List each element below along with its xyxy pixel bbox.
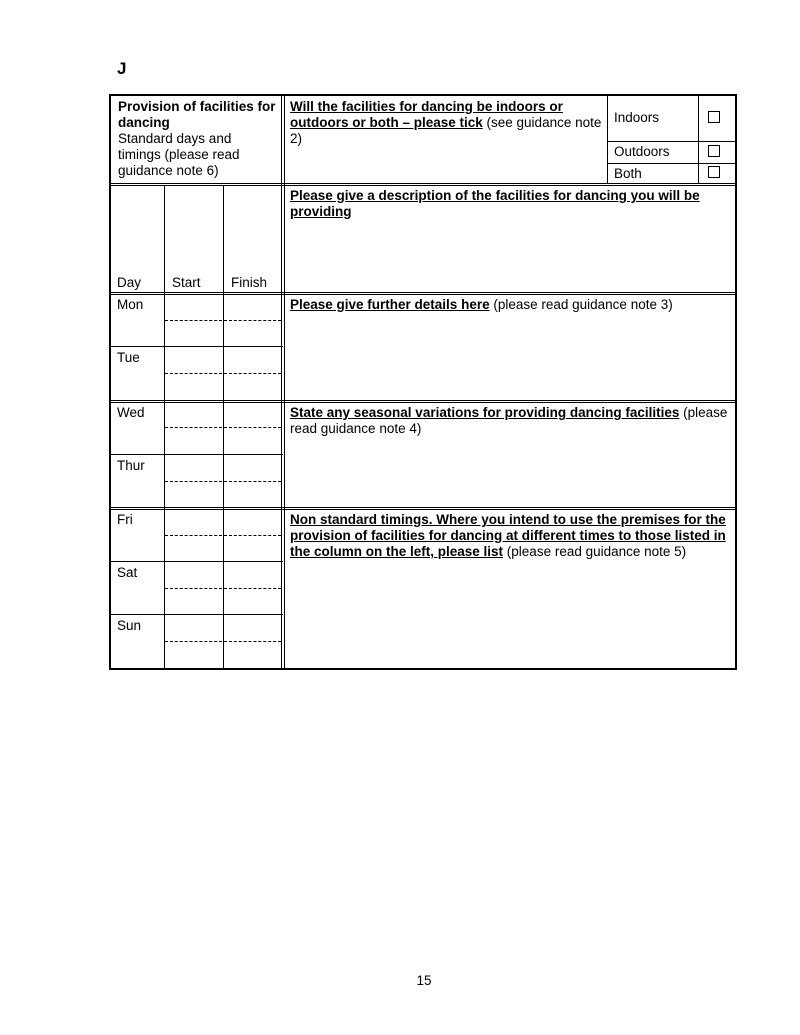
day-label-fri: Fri [117, 512, 133, 527]
further-details-field[interactable] [286, 316, 735, 399]
sat-start-2[interactable] [166, 590, 222, 613]
column-header-start: Start [172, 275, 201, 290]
thur-finish-2[interactable] [225, 483, 281, 506]
option-label-indoors: Indoors [614, 110, 660, 125]
thur-start-1[interactable] [166, 456, 222, 480]
sun-start-1[interactable] [166, 616, 222, 640]
further-details-prompt [290, 297, 732, 313]
section-title: Provision of facilities for dancing [118, 99, 276, 130]
sat-finish-1[interactable] [225, 563, 281, 587]
day-label-sun: Sun [117, 618, 142, 633]
day-label-tue: Tue [117, 350, 140, 365]
sat-finish-2[interactable] [225, 590, 281, 613]
tue-finish-2[interactable] [225, 375, 281, 399]
tue-start-2[interactable] [166, 375, 222, 399]
wed-finish-2[interactable] [225, 429, 281, 453]
description-field[interactable] [286, 224, 735, 291]
day-label-thur: Thur [117, 458, 145, 473]
page-number: 15 [416, 973, 432, 988]
section-letter: J [117, 59, 127, 78]
day-label-sat: Sat [117, 565, 138, 580]
tue-finish-1[interactable] [225, 348, 281, 372]
option-label-both: Both [614, 166, 642, 181]
thur-start-2[interactable] [166, 483, 222, 506]
non-standard-bold: Non standard timings. Where you intend to use the premises for the provision of facilities for dancing at different times to those listed in the column on the left, please list [290, 512, 726, 559]
seasonal-note: (please read guidance note 4) [290, 405, 728, 436]
option-label-outdoors: Outdoors [614, 144, 670, 159]
location-question-note: (see guidance note 2) [290, 115, 602, 146]
description-prompt-text: Please give a description of the facilities for dancing you will be providing [290, 188, 700, 219]
non-standard-field[interactable] [286, 580, 735, 668]
non-standard-prompt [290, 512, 732, 560]
sun-start-2[interactable] [166, 643, 222, 668]
mon-finish-2[interactable] [225, 322, 281, 345]
fri-start-1[interactable] [166, 511, 222, 534]
tue-start-1[interactable] [166, 348, 222, 372]
day-label-mon: Mon [117, 297, 144, 312]
mon-start-2[interactable] [166, 322, 222, 345]
header-left-cell [118, 99, 276, 179]
location-question [290, 99, 602, 147]
section-subtitle: Standard days and timings (please read guidance note 6) [118, 131, 240, 178]
both-checkbox[interactable] [708, 166, 720, 178]
seasonal-bold: State any seasonal variations for providing dancing facilities [290, 405, 680, 420]
sun-finish-2[interactable] [225, 643, 281, 668]
seasonal-field[interactable] [286, 440, 735, 506]
description-prompt [290, 188, 732, 220]
mon-start-1[interactable] [166, 296, 222, 319]
fri-finish-1[interactable] [225, 511, 281, 534]
fri-finish-2[interactable] [225, 537, 281, 560]
fri-start-2[interactable] [166, 537, 222, 560]
sun-finish-1[interactable] [225, 616, 281, 640]
further-details-bold: Please give further details here [290, 297, 490, 312]
day-label-wed: Wed [117, 405, 145, 420]
non-standard-note: (please read guidance note 5) [503, 544, 687, 559]
wed-start-1[interactable] [166, 404, 222, 426]
thur-finish-1[interactable] [225, 456, 281, 480]
seasonal-prompt [290, 405, 732, 437]
outdoors-checkbox[interactable] [708, 145, 720, 157]
wed-finish-1[interactable] [225, 404, 281, 426]
sat-start-1[interactable] [166, 563, 222, 587]
column-header-finish: Finish [231, 275, 268, 290]
column-header-day: Day [117, 275, 142, 290]
further-details-note: (please read guidance note 3) [489, 297, 673, 312]
location-question-bold: Will the facilities for dancing be indoors or outdoors or both – please tick [290, 99, 563, 130]
wed-start-2[interactable] [166, 429, 222, 453]
mon-finish-1[interactable] [225, 296, 281, 319]
indoors-checkbox[interactable] [708, 111, 720, 123]
